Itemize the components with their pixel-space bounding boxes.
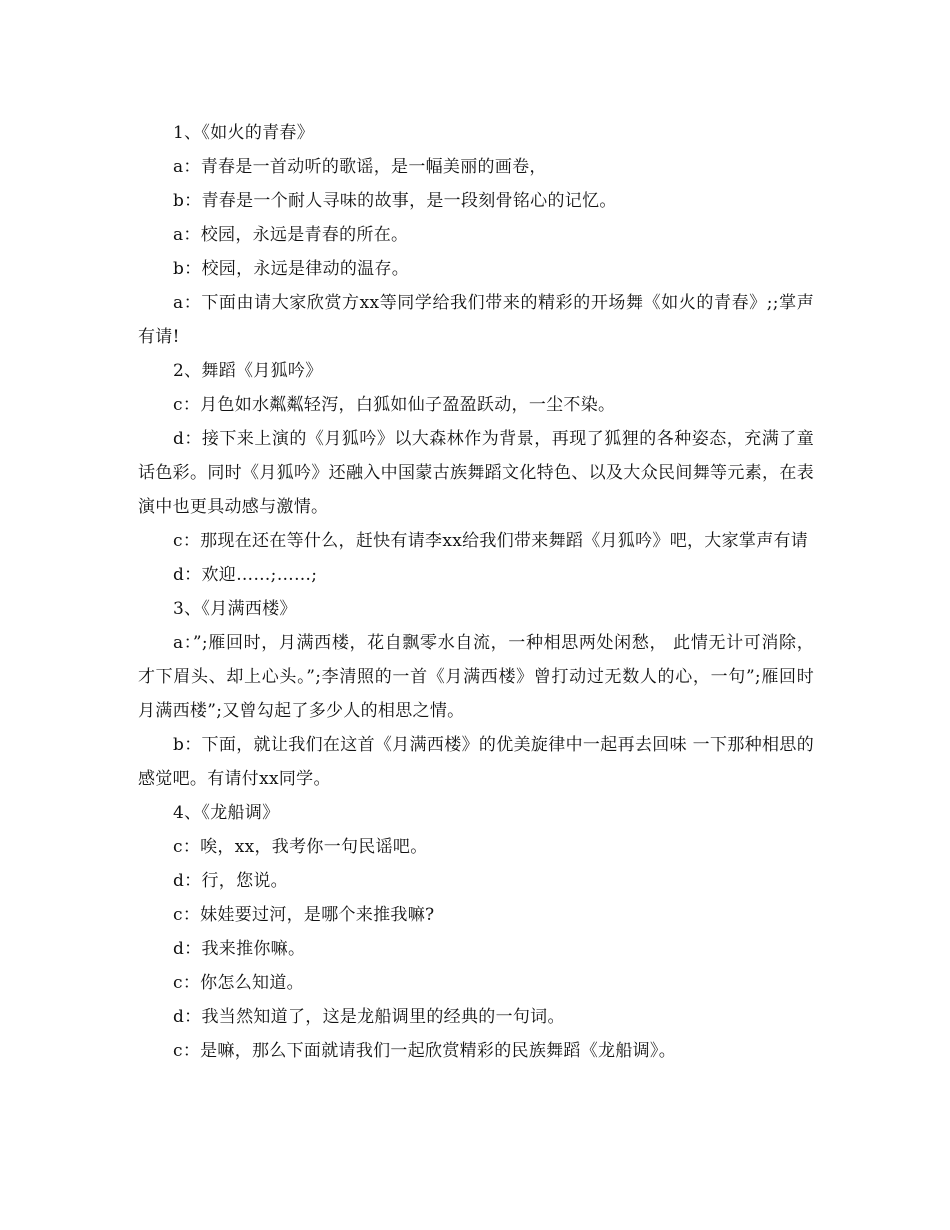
dialogue-line: d：欢迎……;……;: [173, 565, 318, 585]
dialogue-line: b：青春是一个耐人寻味的故事，是一段刻骨铭心的记忆。: [173, 191, 617, 211]
document-page: [138, 116, 814, 1068]
section-heading-4: 4、《龙船调》: [173, 803, 280, 823]
dialogue-line: a：校园，永远是青春的所在。: [173, 225, 409, 245]
section-heading-2: 2、舞蹈《月狐吟》: [173, 361, 323, 381]
section-heading-3: 3、《月满西楼》: [173, 599, 297, 619]
dialogue-line: a：青春是一首动听的歌谣，是一幅美丽的画卷，: [173, 157, 547, 177]
dialogue-line: b：下面，就让我们在这首《月满西楼》的优美旋律中一起再去回味 一下那种相思的感觉吧。有请付xx同学。: [138, 735, 814, 789]
dialogue-line: a：下面由请大家欣赏方xx等同学给我们带来的精彩的开场舞《如火的青春》;;掌声有请!: [138, 293, 814, 347]
dialogue-line: d：我当然知道了，这是龙船调里的经典的一句词。: [173, 1007, 565, 1027]
dialogue-line: c：你怎么知道。: [173, 973, 304, 993]
dialogue-line: b：校园，永远是律动的温存。: [173, 259, 410, 279]
dialogue-line: d：我来推你嘛。: [173, 939, 306, 959]
dialogue-line: c：那现在还在等什么，赶快有请李xx给我们带来舞蹈《月狐吟》吧，大家掌声有请: [173, 531, 809, 551]
section-heading-1: 1、《如火的青春》: [173, 123, 315, 143]
dialogue-line: c：是嘛，那么下面就请我们一起欣赏精彩的民族舞蹈《龙船调》。: [173, 1041, 677, 1061]
dialogue-line: c：妹娃要过河，是哪个来推我嘛?: [173, 905, 435, 925]
dialogue-line: c：唉，xx，我考你一句民谣吧。: [173, 837, 428, 857]
dialogue-line: a：”;雁回时，月满西楼，花自飘零水自流，一种相思两处闲愁， 此情无计可消除，才下眉头、却上心头。”;李清照的一首《月满西楼》曾打动过无数人的心，一句”;雁回时月满西楼”;又曾勾起了多少人的相思之情。: [138, 633, 814, 721]
dialogue-line: c：月色如水粼粼轻泻，白狐如仙子盈盈跃动，一尘不染。: [173, 395, 616, 415]
dialogue-line: d：行，您说。: [173, 871, 288, 891]
dialogue-line: d：接下来上演的《月狐吟》以大森林作为背景，再现了狐狸的各种姿态，充满了童话色彩。同时《月狐吟》还融入中国蒙古族舞蹈文化特色、以及大众民间舞等元素，在表演中也更具动感与激情。: [138, 429, 814, 517]
